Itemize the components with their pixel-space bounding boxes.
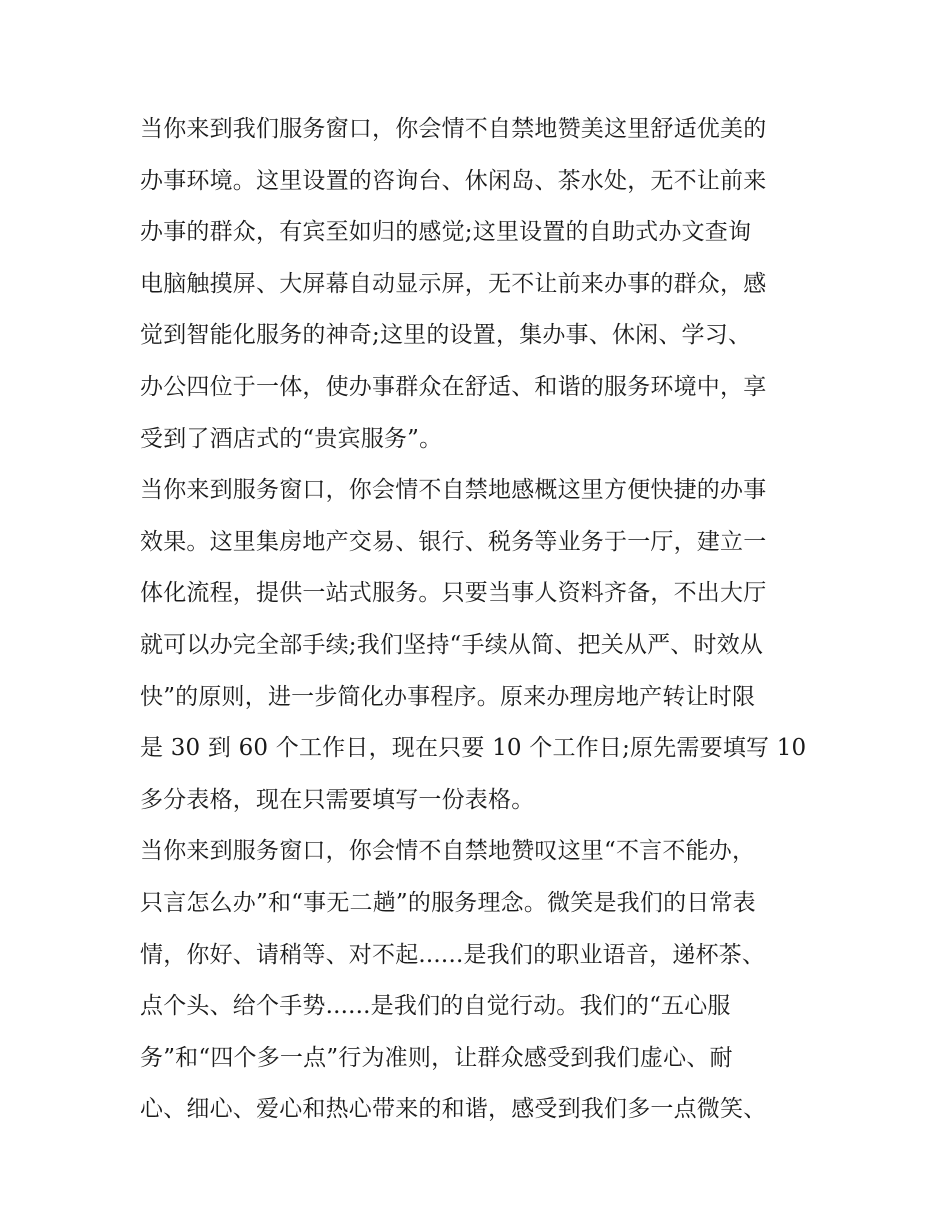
text-line: 办事环境。这里设置的咨询台、休闲岛、茶水处，无不让前来 <box>140 167 767 194</box>
text-line: 当你来到我们服务窗口，你会情不自禁地赞美这里舒适优美的 <box>140 116 767 142</box>
text-line: 务”和“四个多一点”行为准则，让群众感受到我们虚心、耐 <box>140 1044 733 1071</box>
body-text <box>140 104 820 1136</box>
text-line: 当你来到服务窗口，你会情不自禁地感概这里方便快捷的办事 <box>140 477 767 504</box>
text-line: 心、细心、爱心和热心带来的和谐，感受到我们多一点微笑、 <box>140 1096 767 1123</box>
text-line: 快”的原则，进一步简化办事程序。原来办理房地产转让时限 <box>140 683 756 710</box>
text-line: 电脑触摸屏、大屏幕自动显示屏，无不让前来办事的群众，感 <box>140 270 767 297</box>
text-line: 办事的群众，有宾至如归的感觉;这里设置的自助式办文查询 <box>140 219 752 246</box>
text-line: 就可以办完全部手续;我们坚持“手续从简、把关从严、时效从 <box>140 631 764 658</box>
text-line: 是 30 到 60 个工作日，现在只要 10 个工作日;原先需要填写 10 <box>140 735 807 762</box>
text-line: 受到了酒店式的“贵宾服务”。 <box>140 425 443 452</box>
text-line: 只言怎么办”和“事无二趟”的服务理念。微笑是我们的日常表 <box>140 889 756 916</box>
text-line: 办公四位于一体，使办事群众在舒适、和谐的服务环境中，享 <box>140 373 767 400</box>
text-line: 多分表格，现在只需要填写一份表格。 <box>140 786 535 813</box>
text-line: 情，你好、请稍等、对不起......是我们的职业语音，递杯茶、 <box>140 941 766 968</box>
text-line: 点个头、给个手势......是我们的自觉行动。我们的“五心服 <box>140 993 731 1020</box>
text-line: 当你来到服务窗口，你会情不自禁地赞叹这里“不言不能办， <box>140 838 756 865</box>
text-line: 体化流程，提供一站式服务。只要当事人资料齐备，不出大厅 <box>140 580 767 607</box>
text-line: 觉到智能化服务的神奇;这里的设置，集办事、休闲、学习、 <box>140 322 752 349</box>
text-line: 效果。这里集房地产交易、银行、税务等业务于一厅，建立一 <box>140 528 767 555</box>
